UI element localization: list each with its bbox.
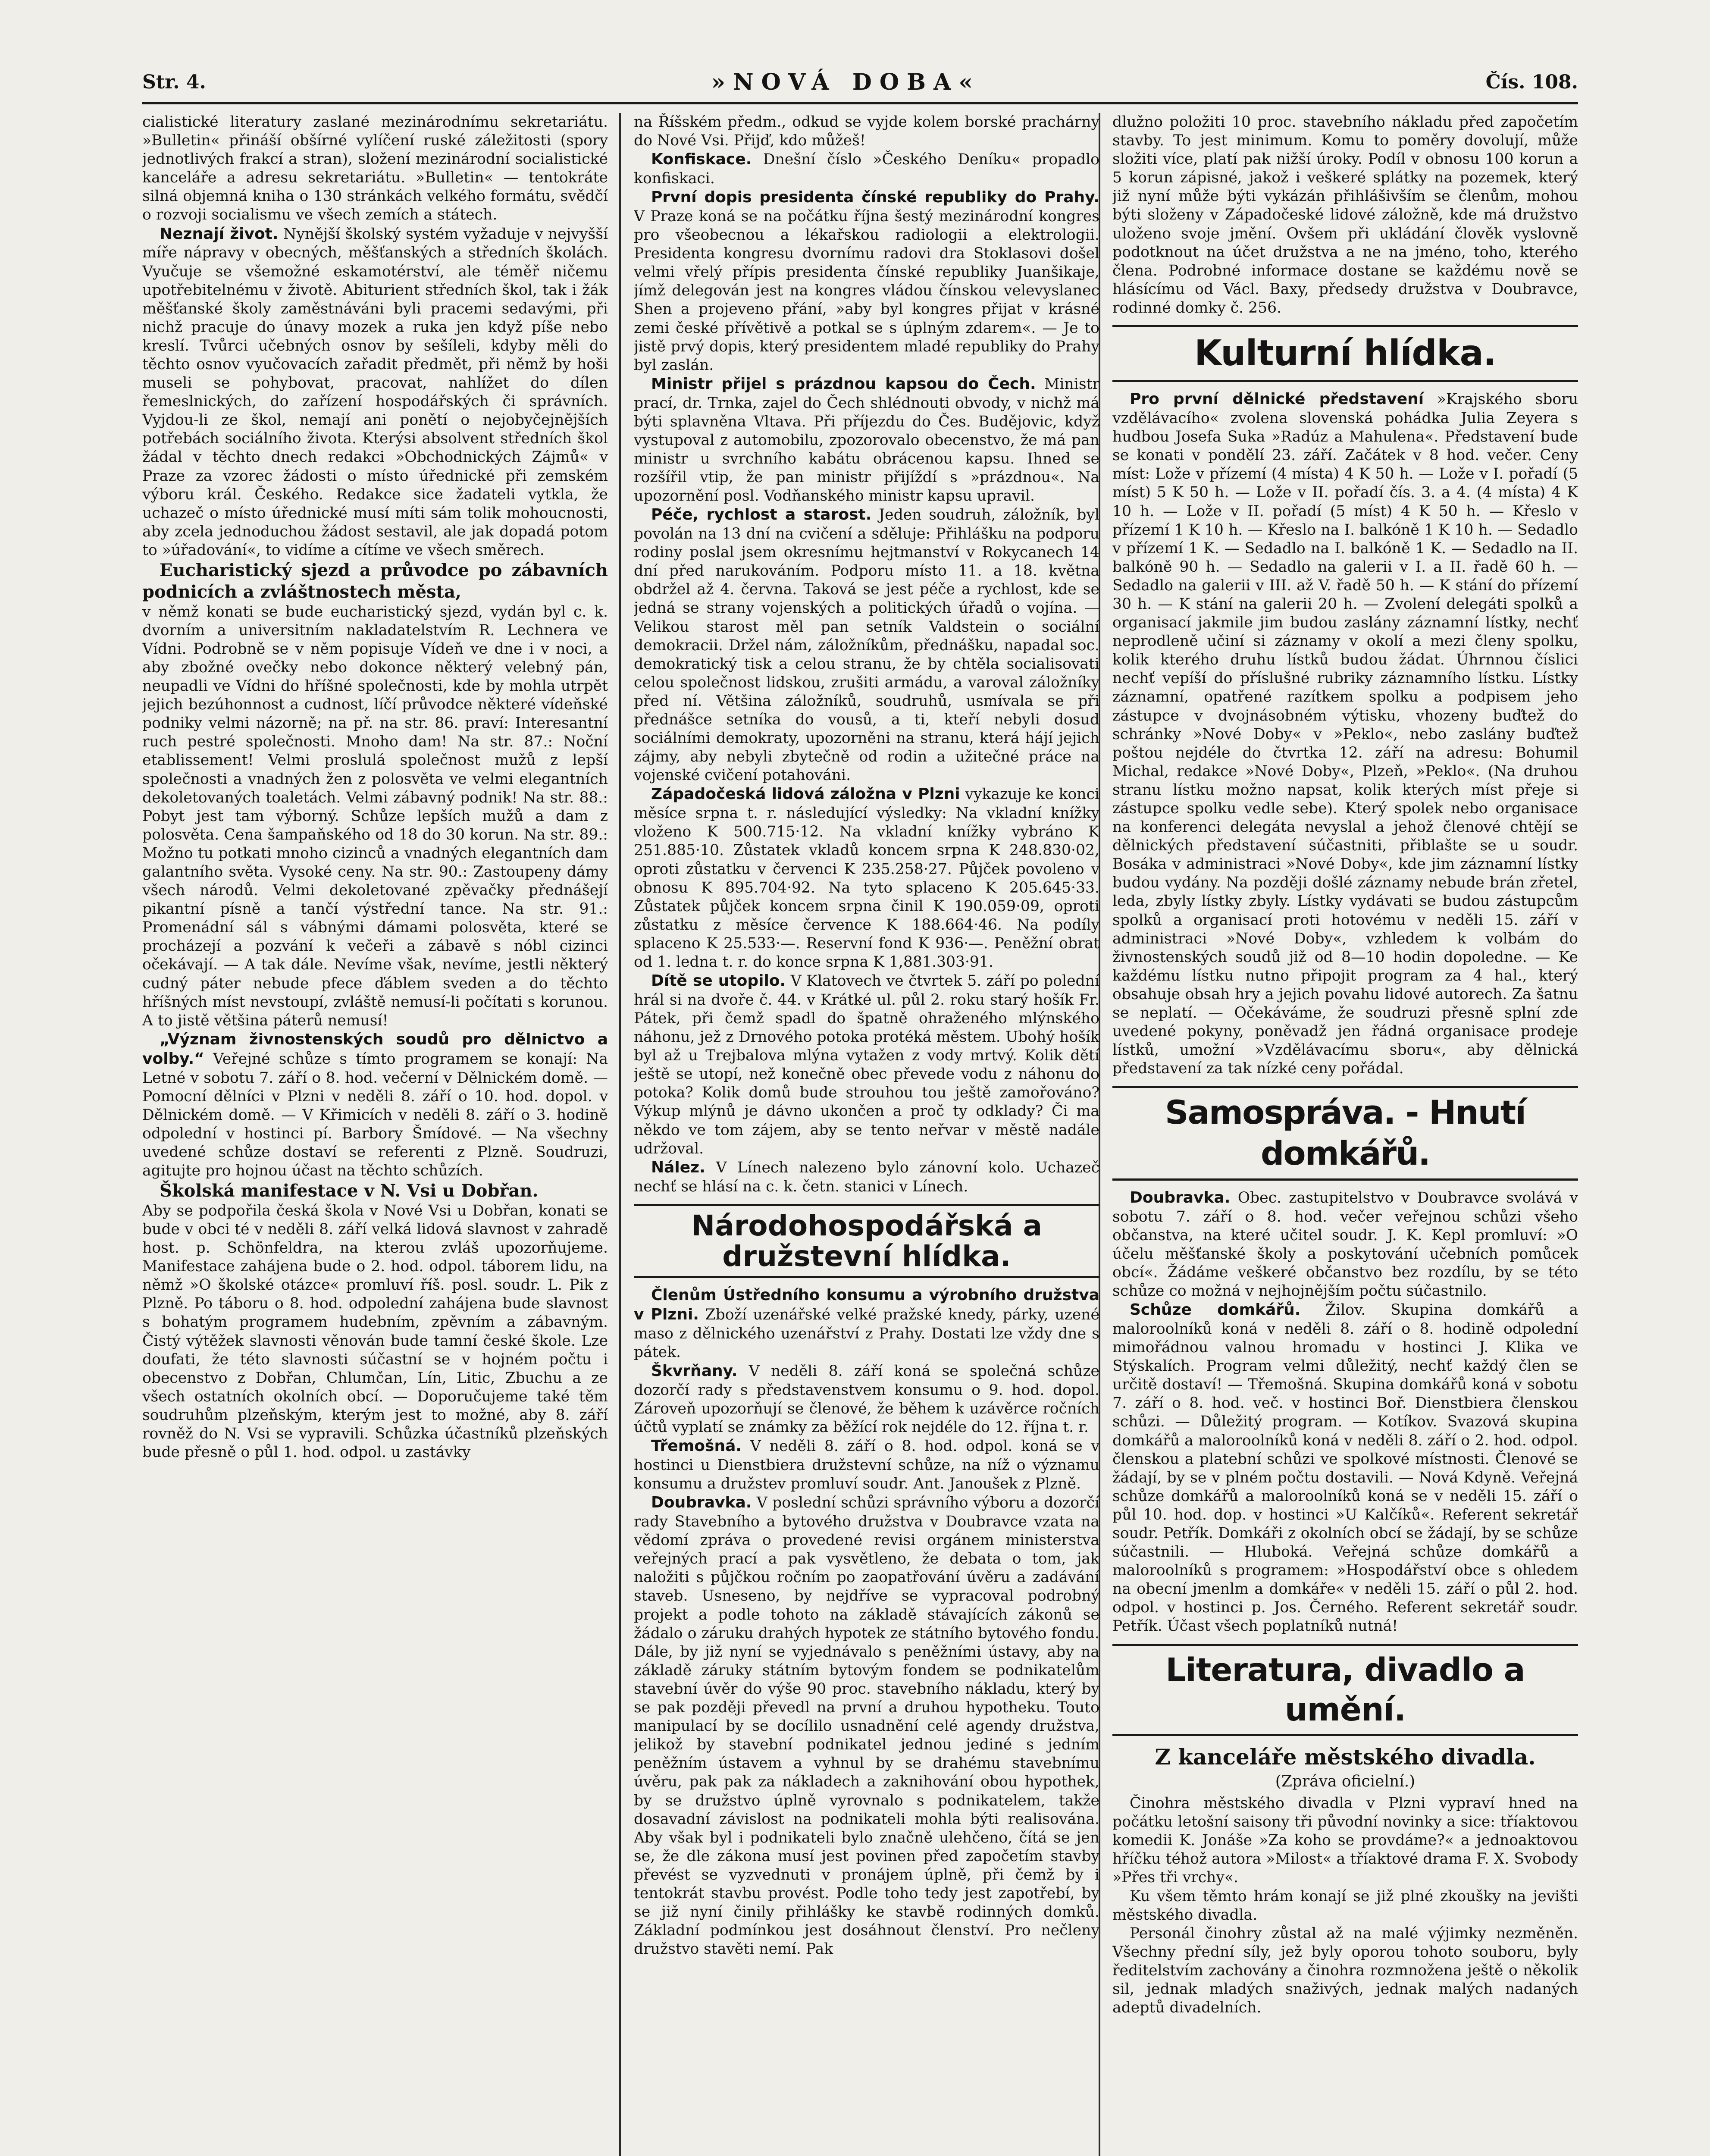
article-body: v němž konati se bude eucharistický sjezd, vydán byl c. k. dvorním a universitním nakladatelstvím R. Lechnera ve Vídni. Podrobně se v něm popisuje Vídeň ve dne i v noci, a aby zbožné ovečky nebo dokonce některý velebný pán, neupadli ve Vídni do hříšné společnosti, kde by mohla utrpět jejich bezúhonnost a cudnost, líčí průvodce některé vídeňské podniky velmi názorně; na př. na str. 86. praví: Interesantní ruch pestré společnosti. Mnoho dam! Na str. 87.: Noční etablissement! Velmi proslulá společnost mužů z lepší společnosti a vnadných žen z polosvěta ve velmi elegantních dekoletovaných toaletách. Velmi zábavný podnik! Na str. 88.: Pobyt jest tam výborný. Schůze lepších mužů a dam z polosvěta. Cena šampaňského od 18 do 30 korun. Na str. 89.: Možno tu potkati mnoho cizinců a vnadných elegantních dam galantního světa. Vysoké ceny. Na str. 90.: Zastoupeny dámy všech národů. Velmi dekoletované zpěvačky přednášejí pikantní písně a tančí výstřední tance. Na str. 91.: Promenádní sál s vábnými dámami polosvěta, které se procházejí a pozvání k večeři a zábavě s nóbl cizinci očekávají. — A tak dále. Nevíme však, nevíme, jestli některý cudný páter nebude pfece ďáblem sveden a do těchto hříšných míst nevstoupí, zvláště nemusí-li počítati s korunou. A to jistě většina páterů nemusí!: [142, 603, 608, 1029]
header-rule: [142, 102, 1578, 104]
column-1: [142, 113, 608, 2156]
article-lead: Třemošná.: [651, 1437, 742, 1455]
article-skvrnany: [634, 1362, 1099, 1437]
article-body: V poslední schůzi správního výboru a dozorčí rady Stavebního a bytového družstva v Doubravce vzata na vědomí zpráva o provedené revisi orgánem ministerstva veřejných prací a pak vysvětleno, že debata o tom, jak naložiti s půjčkou ročním po zaopatřování úvěru a zadávání staveb. Usneseno, by nejdříve se vypracoval podrobný projekt a podle tohoto na základě stávajících zákonů se žádalo o záruku drahých hypotek ze státního bytového fondu. Dále, by již nyní se vyjednávalo s peněžními ústavy, aby na základě záruky státním bytovým fondem se podnikatelům stavební úvěr do výše 90 proc. stavebního nákladu, který by se pak později převedl na první a druhou hypotheku. Touto manipulací by se docílilo usnadnění celé agendy družstva, jelikož by stavební podnikatel jednou jediné s jedním peněžním ústavem a vyhnul by se drahému stavebnímu úvěru, pak pak za nákladech a zaknihování obou hypothek, by se družstvo úplně vyrovnalo s podnikatelem, takže dosavadní závislost na podnikateli mohla býti realisována. Aby však byl i podnikateli bylo značně ulehčeno, čítá se jen se, že dle zákona musí jest povinen před započetím stavby převést se vyzvednuti v pronájem úplně, při čemž by i tentokrát stavbu provést. Podle toho tedy jest zapotřebí, by se již nyní činily přihlášky ke stavbě rodinných domků. Základní podmínkou jest dosáhnout členství. Pro nečleny družstvo stavěti nemí. Pak: [634, 1494, 1099, 1958]
article-lead: „Význam živnostenských soudů pro dělnictvo a volby.“: [142, 1030, 608, 1068]
article-body: Personál činohry zůstal až na malé výjimky nezměněn. Všechny přední síly, jež byly oporou tohoto souboru, byly ředitelstvím zachovány a činohra rozmnožena ještě o několik sil, jednak mladých snaživých, jednak malých nadaných adeptů divadelních.: [1112, 1924, 1578, 2017]
article-nalez: [634, 1158, 1099, 1196]
article-konfiskace: [634, 150, 1099, 188]
article-body: Nynější školský systém vyžaduje v nejvyšší míře nápravy v obecných, měšťanských a středních školách. Vyučuje se všemožné eskamotérství, ale téměř ničemu upotřebitelnému v životě. Abiturient středních škol, tak i žák měšťanské školy zaměstnáváni byli pracemi sedavými, při nichž pracuje do únavy mozek a ruka jen když píše nebo kreslí. Tvůrci učebných osnov by sešíleli, kdyby měli do těchto osnov vyučovacích zařadit předmět, při němž by hoši museli se pohybovat, pracovat, nahlížet do dílen řemeslnických, do zařízení hospodářských či správních. Vyjdou-li ze škol, nemají ani ponětí o nejobyčejnějších potřebách sociálního života. Kterýsi absolvent středních škol žádal v těchto dnech redakci »Obchodnických Zájmů« v Praze za vzorec žádosti o místo úřednické při zemském výboru král. Českého. Redakce sice žadateli vytkla, že uchazeč o místo úřednické musí míti sám tolik mohoucnosti, aby zcela jednoduchou žádost sestavil, ale jak dopadá potom to »úřadování«, to vidíme a cítíme ve všech směrech.: [142, 225, 608, 559]
article-lead: Schůze domkářů.: [1130, 1301, 1301, 1319]
article-body: Zboží uzenářské velké pražské knedy, párky, uzené maso z dělnického uzenářství z Prahy. Dostati lze vždy dne s pátek.: [634, 1306, 1099, 1361]
article-body: Ministr prací, dr. Trnka, zajel do Čech shlédnouti obvody, v nichž má býti splavněna Vltava. Při příjezdu do Čes. Budějovic, když vystupoval z automobilu, zpozorovalo obecenstvo, že má pan ministr u svrchního kabátu obrácenou kapsu. Ihned se rozšířil vtip, že pan ministr přijíždí s »prázdnou«. Na upozornění posl. Vodňanského ministr kapsu upravil.: [634, 375, 1099, 505]
article-title: Eucharistický sjezd a průvodce po zábavních podnicích a zvláštnostech města,: [142, 560, 608, 602]
article-neznaji: [142, 225, 608, 560]
article-body: Jeden soudruh, záložník, byl povolán na 13 dní na cvičení a sděluje: Přihlášku na podporu rodiny poslal jsem okresnímu hejtmanství v Rokycanech 14 dní před narukováním. Podporu místo 11. a 18. května obdržel až 4. června. Taková se jest péče a rychlost, kde se jedná se strany vojenských a politických úřadů o vojína. — Velikou starost měl pan setník Valdstein o sociální demokracii. Držel nám, záložníkům, přednášku, napadal soc. demokratický tisk a celou stranu, že by chtěla socialisovati celou společnost lidskou, zrušiti armádu, a varoval záložníky před ní. Většina záložníků, soudruhů, usmívala se při přednášce setníka do vousů, a ti, kteří nebyli dosud sociálními demokraty, upozorněni na stranu, která hájí jejich zájmy, aby nebyli zbytečně od rodin a užitečné práce na vojenské cvičení potahováni.: [634, 506, 1099, 784]
article-pece: [634, 505, 1099, 785]
article-vyznam: [142, 1030, 608, 1180]
masthead-title: »NOVÁ DOBA«: [711, 69, 980, 95]
article-lead: Západočeská lidová záložna v Plzni: [651, 785, 960, 803]
page-number: Str. 4.: [142, 71, 206, 93]
section-heading: Samospráva. - Hnutí domkářů.: [1112, 1086, 1578, 1180]
article-body: vykazuje ke konci měsíce srpna t. r. následující výsledky: Na vkladní knížky vloženo K 500.715·12. Na vkladní knížky vybráno K 251.885·10. Zůstatek vkladů koncem srpna K 248.830·02, oproti zůstatku v červenci K 235.258·27. Půjček povoleno v obnosu K 895.704·92. Na tyto splaceno K 205.645·33. Zůstatek půjček koncem srpna činil K 190.059·09, oproti zůstatku z měsíce července K 188.664·46. Na podíly splaceno K 25.533·—. Reservní fond K 936·—. Peněžní obrat od 1. ledna t. r. do konce srpna K 1,881.303·91.: [634, 786, 1099, 971]
article-text: cialistické literatury zaslané mezinárodnímu sekretariátu. »Bulletin« přináší obšírné vylíčení ruské záležitosti (spory jednotlivých frakcí a stran), složení mezinárodní socialistické kanceláře a adresu sekretariátu. »Bulletin« — tentokráte silná objemná kniha o 130 stránkách velkého formátu, svědčí o rozvoji socialismu ve všech zemích a státech.: [142, 113, 608, 224]
article-zalozna: [634, 785, 1099, 971]
article-lead: Pro první dělnické představení: [1130, 390, 1424, 408]
article-body: Žilov. Skupina domkářů a maloroolníků koná v neděli 8. září o 8. hodině odpolední mimořádnou valnou hromadu v hostinci J. Klika ve Stýskalích. Program velmi důležitý, nechť každý člen se určitě dostaví! — Třemošná. Skupina domkářů koná v sobotu 7. září o 8. hod. več. v hostinci Boř. Dienstbiera členskou schůzi. — Důležitý program. — Kotíkov. Svazová skupina domkářů a maloroolníků koná v neděli 8. září o 2. hod. odpol. členskou a platební schůzi ve spolkové místnosti. Členové se žádají, by se v plném počtu dostavili. — Nová Kdyně. Veřejná schůze domkářů a maloroolníků koná se v neděli 15. září o půl 10. hod. dop. v hostinci »U Kalčíků«. Referent sekretář soudr. Petřík. Domkáři z okolních obcí se žádají, by se schůze súčastnili. — Hluboká. Veřejná schůze domkářů a maloroolníků s programem: »Hospodářství obce s ohledem na obecní jmenlm a domkáře« v neděli 15. září o půl 2. hod. odpol. v hostinci p. Jos. Černého. Referent sekretář soudr. Petřík. Účast všech poplatníků nutná!: [1112, 1301, 1578, 1635]
article-lead: Neznají život.: [160, 225, 279, 243]
article-doubravka: [634, 1493, 1099, 1959]
article-lead: Škvrňany.: [651, 1362, 738, 1380]
article-body: V neděli 8. září koná se společná schůze dozorčí rady s představenstvem konsumu o 9. hod. dopol. Zároveň upozorňují se členové, že během k uzávěrce ročních účtů vyplatí se známky za běžící rok nejdéle do 12. října t. r.: [634, 1363, 1099, 1436]
article-ministr: [634, 375, 1099, 505]
article-lead: První dopis presidenta čínské republiky do Prahy.: [651, 188, 1099, 207]
article-lead: Konfiskace.: [651, 150, 752, 169]
article-body: V Praze koná se na počátku října šestý mezinárodní kongres pro všeobecnou a lékařskou radiologii a elektrologii. Presidenta kongresu dvornímu radovi dra Stoklasovi došel velmi vřelý přípis presidenta čínské republiky Juanšikaje, jímž delegován jest na kongres vládou čínskou velevyslanec Shen a projeveno přání, »aby byl kongres přijat v krásné zemi české přívětivě a potkal se s úplným zdarem«. — Je to jistě prvý dopis, který presidentem mladé republiky do Prahy byl zaslán.: [634, 207, 1099, 374]
article-dite: [634, 971, 1099, 1158]
article-domkari: [1112, 1300, 1578, 1636]
section-heading: Národohospodářská a družstevní hlídka.: [634, 1204, 1099, 1279]
article-lead: Doubravka.: [651, 1494, 752, 1512]
article-title: Z kanceláře městského divadla.: [1155, 1744, 1536, 1770]
column-3: [1112, 113, 1578, 2156]
article-dopis: [634, 188, 1099, 375]
article-lead: Ministr přijel s prázdnou kapsou do Čech.: [651, 375, 1036, 393]
article-text: dlužno položiti 10 proc. stavebního nákladu před započetím stavby. To jest minimum. Komu to poměry dovolují, může složiti více, platí pak nižší úroky. Podíl v obnosu 100 korun a 5 korun zápisné, jakož i veškeré splátky na pozemek, který již nyní může býti vykázán přihlášivším se členům, mohou býti složeny v Západočeské lidové záložně, kde má družstvo uloženo svoje jmění. Ovšem při ukládání člověk vyslovně podotknout na účet družstva a ne na jméno, toho, kterého člena. Podrobné informace dostane se každému nově se hlásícímu od Václ. Baxy, předsedy družstva v Doubravce, rodinné domky č. 256.: [1112, 113, 1578, 317]
article-body: Veřejné schůze s tímto programem se konají: Na Letné v sobotu 7. září o 8. hod. večerní v Dělnickém domě. — Pomocní dělníci v Plzni v neděli 8. září o 10. hod. dopol. v Dělnickém domě. — V Křimicích v neděli 8. září o 3. hodině odpolední v hostinci pí. Barbory Šmídové. — Na všechny uvedené schůze dostaví se referenti z Plzně. Soudruzi, agitujte pro hojnou účast na těchto schůzích.: [142, 1050, 608, 1179]
article-lead: Členům Ústředního konsumu a výrobního družstva v Plzni.: [634, 1286, 1099, 1324]
article-predstaveni: [1112, 390, 1578, 1078]
page-header: [142, 65, 1578, 99]
article-body: Ku všem těmto hrám konají se již plné zkoušky na jevišti městského divadla.: [1112, 1887, 1578, 1924]
article-body: V neděli 8. září o 8. hod. odpol. koná se v hostinci u Dienstbiera družstevní schůze, na níž o významu konsumu a družstev promluví soudr. Ant. Janoušek z Plzně.: [634, 1438, 1099, 1493]
article-body: Dnešní číslo »Českého Deníku« propadlo konfiskaci.: [634, 151, 1099, 188]
article-body: Obec. zastupitelstvo v Doubravce svolává v sobotu 7. září o 8. hod. večer veřejnou schůzi všeho občanstva, na které učitel soudr. J. K. Kepl promluví: »O účelu měšťanské školy a poskytování učebních pomůcek obcí«. Žádáme veškeré občanstvo bez rozdílu, by se této schůze co možná v nejhojnějším počtu súčastnilo.: [1112, 1189, 1578, 1300]
article-body: »Krajského sboru vzdělávacího« zvolena slovenská pohádka Julia Zeyera s hudbou Josefa Suka »Radúz a Mahulena«. Představení bude se konati v pondělí 23. září. Začátek v 8 hod. večer. Ceny míst: Lože v přízemí (4 místa) 4 K 50 h. — Lože v I. pořadí (5 míst) 5 K 50 h. — Lože v II. pořadí čís. 3. a 4. (4 místa) 4 K 10 h. — Lože v II. pořadí (5 míst) 4 K 50 h. — Křeslo v přízemí 1 K 10 h. — Křeslo na I. balkóně 1 K 10 h. — Sedadlo v přízemí 1 K. — Sedadlo na I. balkóně 1 K. — Sedadlo na II. balkóně 90 h. — Sedadlo na galerii v I. a II. řadě 60 h. — Sedadlo na galerii v III. až V. řadě 50 h. — K stání do přízemí 30 h. — K stání na galerii 20 h. — Zvolení delegáti spolků a organisací jakmile jim budou zaslány záznamní lístky, nechť neprodleně učiní si záznamy v okolí a mezi členy spolku, kolik kterého druhu lístků budou žádat. Úhrnnou číslici nechť vepíší do příslušné rubriky záznamního lístku. Lístky záznamní, opatřené razítkem spolku a podpisem jeho zástupce v dvojnásobném výtisku, vhozeny buďtež do schránky »Nové Doby« v »Peklo«, nebo zaslány buďtež poštou nejdéle do čtvrtka 12. září na adresu: Bohumil Michal, redakce »Nové Doby«, Plzeň, »Peklo«. (Na druhou stranu lístku možno napsat, kolik kterých míst přeje si zástupce spolku vedle sebe). Který spolek nebo organisace na konferenci delegáta nevyslal a jehož členové chtějí se dělnických představení súčastniti, přiblašte se u soudr. Bosáka v administraci »Nové Doby«, kde jim záznamní lístky budou vydány. Na později došlé záznamy nebude brán zřetel, leda, zbyly lístky zbyly. Lístky vydávati se budou zástupcům spolků a organisací proti hotovému v neděli 15. září v administraci »Nové Doby«, vzhledem k volbám do živnostenských soudů již od 8—10 hodin dopoledne. — Ke každému lístku nutno připojit program za 4 hal., který obsahuje obsah hry a jejich povahu lidové autorech. Za šatnu se neplatí. — Očekáváme, že soudruzi přesně splní zde uvedené pokyny, poněvadž jen řádná organisace prodeje lístků, umožní »Vzdělávacímu sboru«, aby dělnická představení za tak nízké ceny pořádal.: [1112, 391, 1578, 1078]
article-lead: Nález.: [651, 1158, 705, 1176]
article-tremosna: [634, 1437, 1099, 1493]
article-body: V Klatovech ve čtvrtek 5. září po polední hrál si na dvoře č. 44. v Krátké ul. půl 2. roku starý hošík Fr. Pátek, při čemž spadl do špatně ohraženého mlýnského náhonu, jež z Drnového potoka protéká městem. Ubohý hošík byl až u Trejbalova mlýna vytažen z vody mrtvý. Kolik dětí ještě se utopí, než konečně obec převede vodu z náhonu do potoka? Kolik domů bude strouhou tou ještě zamořováno? Výkup mlýnů je dávno ukončen a proč ty odklady? Či ma někdo ve tom zájem, aby se tento neřvar v městě nadále udržoval.: [634, 972, 1099, 1157]
article-text: na Říšském předm., odkud se vyjde kolem borské prachárny do Nové Vsi. Přijď, kdo můžeš!: [634, 113, 1099, 150]
article-body: V Línech nalezeno bylo zánovní kolo. Uchazeč nechť se hlásí na c. k. četn. stanici v Línech.: [634, 1159, 1099, 1195]
article-clenum: [634, 1286, 1099, 1362]
column-divider: [619, 113, 621, 2156]
section-heading: Kulturní hlídka.: [1112, 325, 1578, 382]
column-2: [634, 113, 1099, 2156]
article-doubravka: [1112, 1188, 1578, 1300]
section-heading: Literatura, divadlo a umění.: [1112, 1644, 1578, 1736]
article-lead: Dítě se utopilo.: [651, 972, 786, 990]
article-note: (Zpráva oficielní.): [1275, 1773, 1416, 1791]
article-lead: Doubravka.: [1130, 1188, 1231, 1206]
issue-number: Čís. 108.: [1485, 71, 1578, 93]
article-title: Školská manifestace v N. Vsi u Dobřan.: [160, 1181, 539, 1201]
article-body: Aby se podpořila česká škola v Nové Vsi u Dobřan, konati se bude v obci té v neděli 8. září velká lidová slavnost v zahradě host. p. Schönfeldra, na kterou zvláš upozorňujeme. Manifestace zahájena bude o 2. hod. odpol. táborem lidu, na němž »O školské otázce« promluví říš. posl. soudr. L. Pik z Plzně. Po táboru o 8. hod. odpolední zahájena bude slavnost s bohatým programem hudebním, zpěvním a zábavným. Čistý výtěžek slavnosti věnován bude tamní české škole. Lze doufati, že této slavnosti súčastní se v hojném počtu i obecenstvo z Dobřan, Chlumčan, Lín, Litic, Zbuchu a ze všech ostatních okolních obcí. — Doporučujeme také těm soudruhům plzeňským, kterým jest to možné, aby 8. září rovněž do N. Vsi se vypravili. Schůzka účastníků plzeňských bude přesně o půl 1. hod. odpol. u zastávky: [142, 1202, 608, 1461]
article-lead: Péče, rychlost a starost.: [651, 506, 872, 524]
article-body: Činohra městského divadla v Plzni vypraví hned na počátku letošní saisony tři původní novinky a sice: tříaktovou komedii K. Jonáše »Za koho se provdáme?« a jednoaktovou hříčku téhož autora »Milost« a tříaktové drama F. X. Svobody »Přes tři vrchy«.: [1112, 1795, 1578, 1887]
